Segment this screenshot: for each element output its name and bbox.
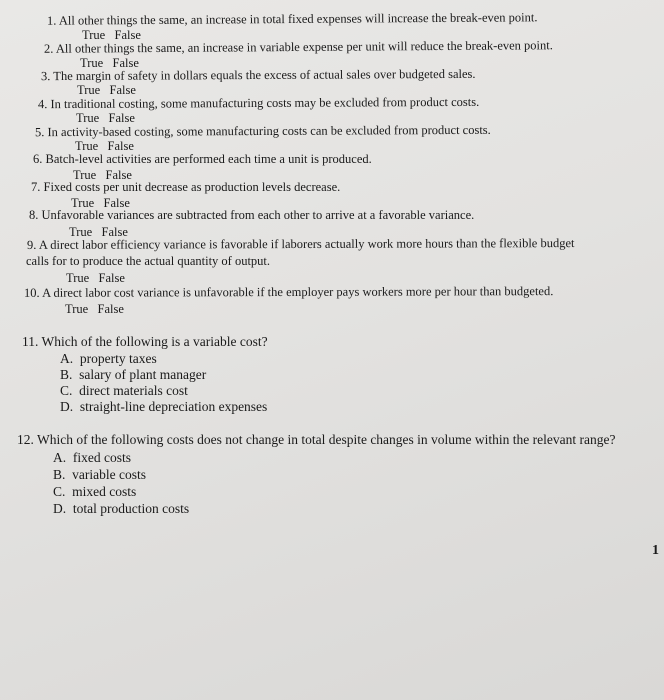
question-number: 4.: [37, 97, 48, 112]
question-3: [41, 68, 476, 83]
question-8: [29, 209, 474, 222]
question-number: 11.: [22, 334, 39, 349]
question-number: 3.: [40, 69, 51, 84]
choice-b: B. salary of plant manager: [60, 367, 207, 382]
question-text: Fixed costs per unit decrease as production levels decrease.: [43, 180, 341, 194]
question-number: 10.: [23, 285, 40, 300]
true-false-options: True False: [77, 83, 136, 97]
true-false-options: True False: [73, 168, 132, 182]
question-10: [24, 285, 553, 299]
question-9: [27, 237, 575, 251]
question-text: In activity-based costing, some manufacturing costs can be excluded from product costs.: [47, 122, 491, 140]
question-number: 9.: [26, 237, 37, 252]
question-number: 1.: [46, 13, 57, 28]
question-number: 6.: [33, 152, 43, 166]
question-text: Which of the following is a variable cost?: [41, 334, 268, 349]
question-text: All other things the same, an increase in total fixed expenses will increase the break-even point.: [58, 10, 538, 28]
true-false-options: True False: [66, 271, 125, 285]
question-text: In traditional costing, some manufacturing costs may be excluded from product costs.: [50, 94, 480, 112]
question-7: [31, 181, 340, 194]
question-11: [22, 335, 268, 349]
choice-a: A. property taxes: [60, 351, 157, 366]
question-text: Batch-level activities are performed each time a unit is produced.: [45, 152, 372, 166]
question-text: A direct labor cost variance is unfavorable if the employer pays workers more per hour than budgeted.: [42, 284, 554, 300]
true-false-options: True False: [65, 302, 124, 316]
choice-b: B. variable costs: [53, 467, 146, 482]
question-2: [44, 39, 553, 55]
true-false-options: True False: [80, 56, 139, 70]
question-number: 5.: [34, 125, 45, 140]
choice-c: C. mixed costs: [53, 484, 137, 499]
question-text: Unfavorable variances are subtracted from each other to arrive at a favorable variance.: [41, 208, 475, 222]
question-5: [35, 124, 491, 139]
question-4: [38, 96, 479, 111]
question-number: 7.: [31, 180, 41, 194]
true-false-options: True False: [75, 139, 134, 153]
question-6: [33, 153, 372, 166]
true-false-options: True False: [82, 28, 141, 42]
choice-d: D. straight-line depreciation expenses: [60, 399, 268, 414]
question-12: [17, 433, 615, 447]
question-number: 8.: [29, 208, 39, 222]
true-false-options: True False: [71, 196, 130, 210]
true-false-options: True False: [69, 225, 128, 239]
question-9-continued: calls for to produce the actual quantity of output.: [26, 254, 271, 268]
question-number: 12.: [17, 432, 34, 447]
question-1: [47, 11, 538, 27]
page-number: 1: [652, 543, 659, 558]
choice-c: C. direct materials cost: [60, 383, 188, 398]
question-text: A direct labor efficiency variance is favorable if laborers actually work more hours than the flexible budget: [38, 236, 575, 252]
question-number: 2.: [43, 41, 54, 56]
true-false-options: True False: [76, 111, 135, 125]
choice-d: D. total production costs: [53, 501, 190, 516]
question-text: All other things the same, an increase in variable expense per unit will reduce the break-even point.: [55, 38, 553, 56]
choice-a: A. fixed costs: [53, 450, 131, 465]
question-text: Which of the following costs does not change in total despite changes in volume within the relevant range?: [37, 432, 616, 447]
question-text: The margin of safety in dollars equals the excess of actual sales over budgeted sales.: [53, 66, 476, 84]
